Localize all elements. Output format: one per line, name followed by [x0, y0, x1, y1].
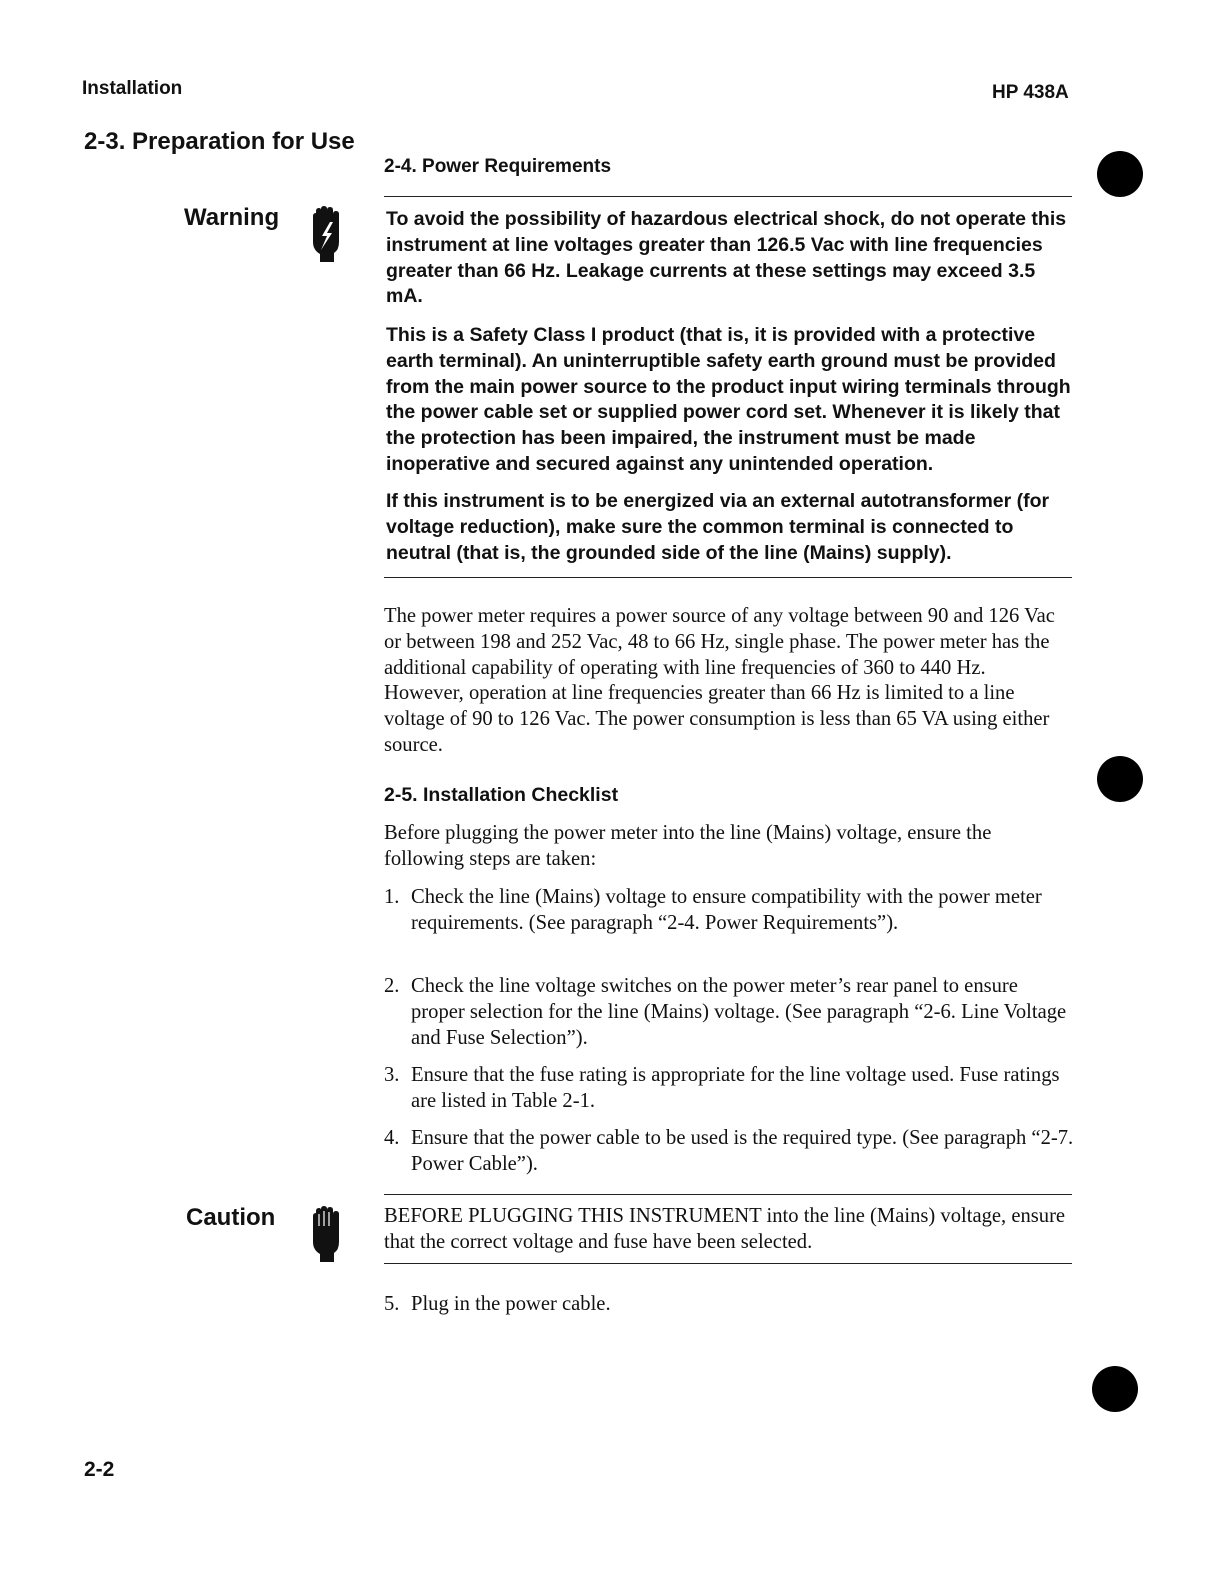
- warning-label: Warning: [184, 204, 280, 231]
- caution-label: Caution: [186, 1204, 276, 1231]
- binder-hole: [1097, 151, 1143, 197]
- installation-checklist-heading: 2-5. Installation Checklist: [384, 784, 619, 806]
- power-requirements-heading: 2-4. Power Requirements: [384, 156, 612, 177]
- caution-top-rule: [384, 1194, 1072, 1195]
- checklist-item: [384, 885, 1074, 937]
- checklist-item-text: Ensure that the power cable to be used is the required type. (See paragraph “2-7. Power Cable”).: [411, 1127, 1074, 1175]
- checklist-item: [384, 1292, 1074, 1318]
- binder-hole: [1097, 756, 1143, 802]
- section-title: 2-3. Preparation for Use: [84, 128, 355, 155]
- checklist-item: [384, 1126, 1074, 1178]
- running-header-model: HP 438A: [992, 82, 1069, 103]
- warning-paragraph: This is a Safety Class I product (that is, it is provided with a protective earth terminal). An uninterruptible safety earth ground must be provided from the main power source to the product input wiring terminals through the power cable set or supplied power cord set. Whenever it is likely that the protection has been impaired, the instrument must be made inoperative and secured against any unintended operation.: [386, 324, 1071, 475]
- warning-paragraph: To avoid the possibility of hazardous electrical shock, do not operate this instrument at line voltages greater than 126.5 Vac with line frequencies greater than 66 Hz. Leakage currents at these settings may exceed 3.5 mA.: [386, 208, 1067, 308]
- hand-caution-icon: [308, 1206, 344, 1262]
- caution-text: BEFORE PLUGGING THIS INSTRUMENT into the line (Mains) voltage, ensure that the correct voltage and fuse have been selected.: [384, 1205, 1066, 1253]
- checklist-item: [384, 1063, 1074, 1115]
- checklist-item-number: 3.: [384, 1064, 400, 1086]
- checklist-item-text: Plug in the power cable.: [411, 1293, 611, 1315]
- warning-bottom-rule: [384, 577, 1072, 578]
- checklist-item-text: Check the line (Mains) voltage to ensure compatibility with the power meter requirements. (See paragraph “2-4. Power Requirements”).: [411, 886, 1042, 934]
- page-number: 2-2: [84, 1458, 115, 1481]
- running-header-section: Installation: [82, 78, 183, 99]
- checklist-item-number: 2.: [384, 975, 400, 997]
- power-requirements-body: The power meter requires a power source of any voltage between 90 and 126 Vac or between 198 and 252 Vac, 48 to 66 Hz, single phase. The power meter has the additional capability of operating with line frequencies of 360 to 440 Hz. However, operation at line frequencies greater than 66 Hz is limited to a line voltage of 90 to 126 Vac. The power consumption is less than 65 VA using either source.: [384, 605, 1055, 756]
- checklist-item: [384, 974, 1074, 1051]
- checklist-item-number: 5.: [384, 1293, 400, 1315]
- warning-top-rule: [384, 196, 1072, 197]
- binder-hole: [1092, 1366, 1138, 1412]
- checklist-intro: Before plugging the power meter into the line (Mains) voltage, ensure the following steps are taken:: [384, 822, 992, 870]
- checklist-item-text: Ensure that the fuse rating is appropriate for the line voltage used. Fuse ratings are listed in Table 2-1.: [411, 1064, 1060, 1112]
- checklist-item-text: Check the line voltage switches on the power meter’s rear panel to ensure proper selection for the line (Mains) voltage. (See paragraph “2-6. Line Voltage and Fuse Selection”).: [411, 975, 1067, 1049]
- caution-bottom-rule: [384, 1263, 1072, 1264]
- checklist-item-number: 4.: [384, 1127, 400, 1149]
- checklist-item-number: 1.: [384, 886, 400, 908]
- warning-paragraph: If this instrument is to be energized via an external autotransformer (for voltage reduction), make sure the common terminal is connected to neutral (that is, the grounded side of the line (Mains) supply).: [386, 490, 1050, 564]
- hand-warning-icon: [308, 206, 344, 262]
